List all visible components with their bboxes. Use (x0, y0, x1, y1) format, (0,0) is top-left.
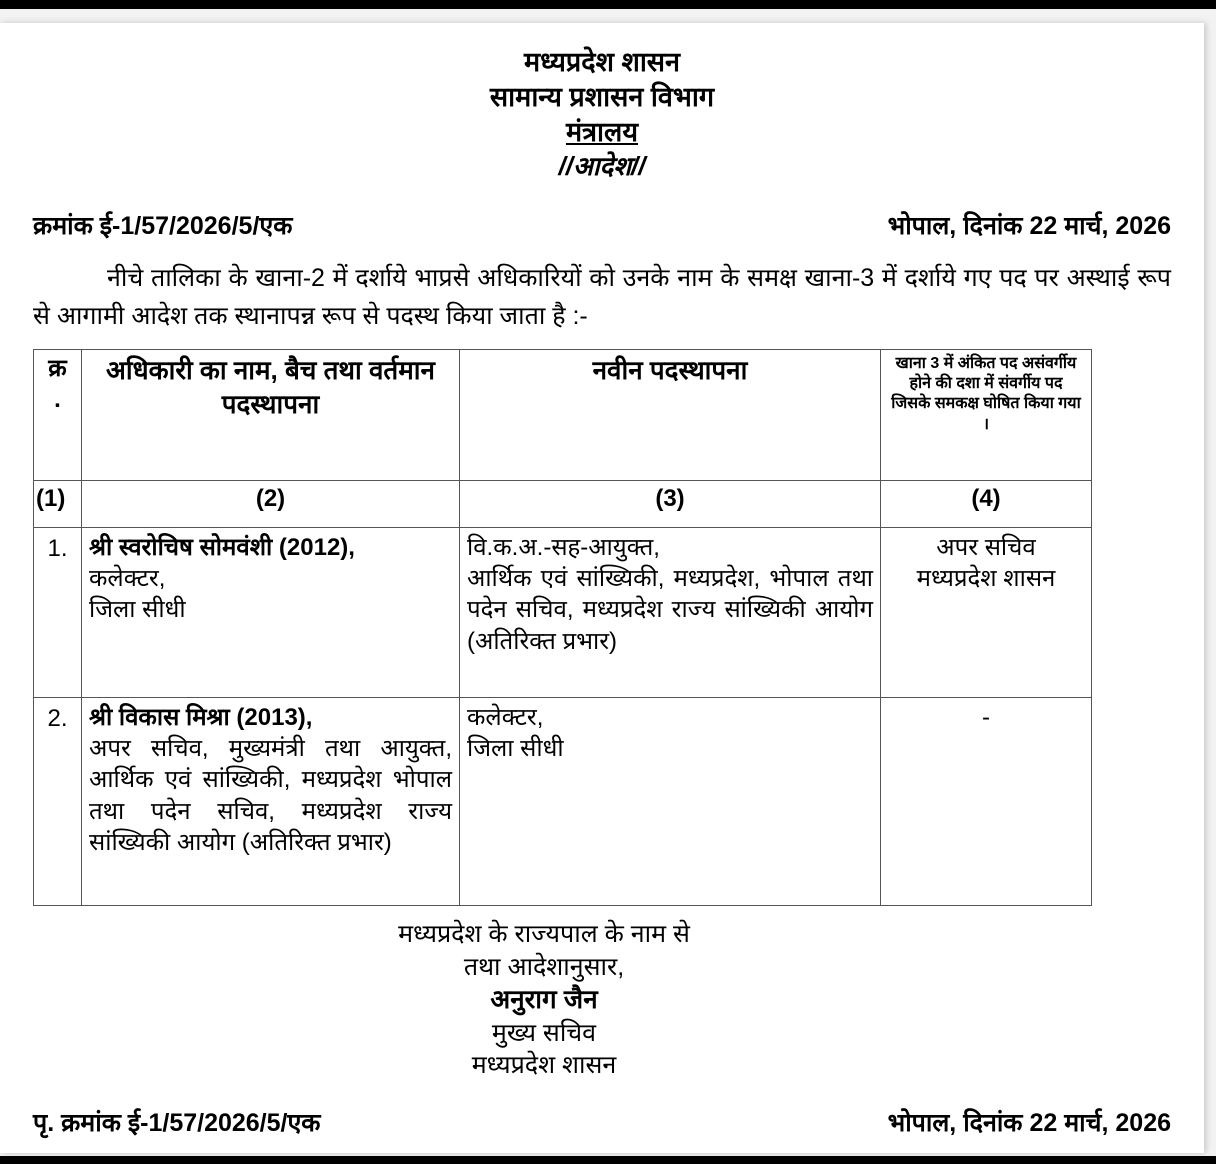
table-header-equivalent-post-text: खाना 3 में अंकित पद असंवर्गीय होने की दशा में संवर्गीय पद जिसके समकक्ष घोषित किया गया । (891, 355, 1081, 433)
row-equivalent-post-line1: अपर सचिव (936, 534, 1036, 562)
body-paragraph: नीचे तालिका के खाना-2 में दर्शाये भाप्रसे अधिकारियों को उनके नाम के समक्ष खाना-3 में दर्शाये गए पद पर अस्थाई रूप से आगामी आदेश तक स्थानापन्न रूप से पदस्थ किया जाता है :- (33, 264, 1171, 330)
table-header-officer-text: अधिकारी का नाम, बैच तथा वर्तमान पदस्थापना (106, 355, 435, 419)
heading-line-secretariat: मंत्रालय (565, 117, 638, 148)
table-header-row (34, 350, 1092, 481)
order-table-wrap (0, 349, 1204, 906)
row-new-posting-line2: आर्थिक एवं सांख्यिकी, मध्यप्रदेश, भोपाल तथा पदेन सचिव, मध्यप्रदेश राज्य सांख्यिकी आयोग (अतिरिक्त प्रभार) (467, 565, 873, 655)
row-equivalent-post-cell (881, 528, 1092, 698)
table-header-serial-line1: क्र (48, 355, 67, 383)
row-officer-cell (82, 528, 460, 698)
row-current-posting-line2: जिला सीधी (89, 596, 186, 624)
signature-government: मध्यप्रदेश शासन (471, 1051, 617, 1080)
table-header-equivalent-post (881, 350, 1092, 481)
signature-block (0, 918, 1204, 1082)
column-number-1: (1) (34, 481, 82, 528)
row-new-posting-cell (460, 698, 881, 906)
signature-order-line: तथा आदेशानुसार, (463, 952, 625, 981)
table-row (34, 528, 1092, 698)
row-equivalent-post-cell (881, 698, 1092, 906)
column-number-4: (4) (881, 481, 1092, 528)
footer-row (0, 1105, 1204, 1139)
row-officer-name: श्री विकास मिश्रा (2013), (89, 704, 313, 732)
signature-signer-name: अनुराग जैन (490, 984, 598, 1015)
heading-line-government: मध्यप्रदेश शासन (523, 47, 681, 77)
table-row (34, 698, 1092, 906)
scan-band-bottom (0, 1156, 1216, 1164)
table-header-new-posting (460, 350, 881, 481)
signature-designation: मुख्य सचिव (491, 1018, 597, 1047)
row-current-posting-line1: कलेक्टर, (89, 565, 166, 593)
row-serial: 1. (34, 528, 82, 698)
table-header-serial (34, 350, 82, 481)
reference-number: क्रमांक ई-1/57/2026/5/एक (33, 212, 293, 241)
reference-place-date: भोपाल, दिनांक 22 मार्च, 2026 (887, 212, 1171, 241)
column-number-2: (2) (82, 481, 460, 528)
row-new-posting-cell (460, 528, 881, 698)
row-new-posting-line1: वि.क.अ.-सह-आयुक्त, (467, 534, 660, 562)
row-current-posting-line1: अपर सचिव, मुख्यमंत्री तथा आयुक्त, आर्थिक एवं सांख्यिकी, मध्यप्रदेश भोपाल तथा पदेन सचिव, मध्यप्रदेश राज्य सांख्यिकी आयोग (अतिरिक्त प्रभार) (89, 735, 452, 856)
footer-place-date: भोपाल, दिनांक 22 मार्च, 2026 (887, 1109, 1171, 1137)
heading-line-order: //आदेश// (558, 151, 646, 182)
row-new-posting-line2: जिला सीधी (467, 735, 564, 763)
column-number-3: (3) (460, 481, 881, 528)
table-header-new-posting-text: नवीन पदस्थापना (592, 355, 748, 386)
table-header-serial-line2: . (54, 385, 61, 413)
scan-band-top (0, 0, 1216, 9)
row-officer-cell (82, 698, 460, 906)
signature-governor-line: मध्यप्रदेश के राज्यपाल के नाम से (398, 920, 690, 949)
heading-line-department: सामान्य प्रशासन विभाग (489, 82, 715, 113)
row-new-posting-line1: कलेक्टर, (467, 704, 544, 732)
footer-endorsement-number: पृ. क्रमांक ई-1/57/2026/5/एक (33, 1109, 321, 1137)
row-serial: 2. (34, 698, 82, 906)
document-sheet (0, 23, 1204, 1153)
row-officer-name: श्री स्वरोचिष सोमवंशी (2012), (89, 534, 355, 562)
table-header-officer (82, 350, 460, 481)
table-column-number-row (34, 481, 1092, 528)
document-heading (0, 23, 1204, 184)
row-equivalent-post-line2: मध्यप्रदेश शासन (916, 565, 1056, 593)
posting-order-table (33, 349, 1092, 906)
row-equivalent-post-line1: - (982, 704, 990, 732)
reference-row (0, 208, 1204, 242)
